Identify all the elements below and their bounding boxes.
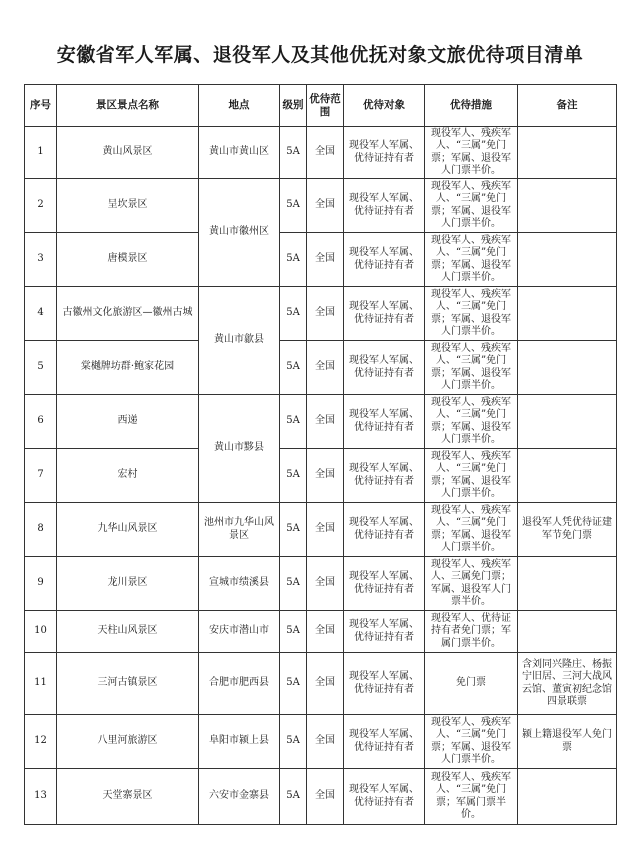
cell-name: 八里河旅游区 [57,715,199,769]
cell-location: 六安市金寨县 [199,769,280,825]
benefits-table [24,84,617,825]
cell-location: 合肥市肥西县 [199,653,280,715]
cell-target: 现役军人军属、优待证持有者 [344,769,425,825]
cell-measure: 现役军人、残疾军人、“三属”免门票；军属、退役军人门票半价。 [425,179,518,233]
cell-location: 黄山市歙县 [199,287,280,395]
cell-measure: 现役军人、残疾军人、三属免门票；军属、退役军人门票半价。 [425,557,518,611]
cell-remark [518,611,617,653]
header-scope: 优待范围 [307,85,344,127]
cell-scope: 全国 [307,127,344,179]
cell-target: 现役军人军属、优待证持有者 [344,233,425,287]
table-row [25,557,617,611]
header-remark: 备注 [518,85,617,127]
cell-no: 13 [25,769,57,825]
cell-target: 现役军人军属、优待证持有者 [344,127,425,179]
cell-remark: 退役军人凭优待证建军节免门票 [518,503,617,557]
cell-location: 宣城市绩溪县 [199,557,280,611]
cell-scope: 全国 [307,449,344,503]
table-row [25,503,617,557]
cell-level: 5A [280,395,307,449]
cell-remark [518,449,617,503]
cell-level: 5A [280,341,307,395]
cell-scope: 全国 [307,769,344,825]
cell-remark [518,287,617,341]
cell-scope: 全国 [307,503,344,557]
header-name: 景区景点名称 [57,85,199,127]
cell-measure: 现役军人、残疾军人、“三属”免门票；军属门票半价。 [425,769,518,825]
cell-level: 5A [280,769,307,825]
cell-name: 西递 [57,395,199,449]
cell-level: 5A [280,715,307,769]
cell-no: 8 [25,503,57,557]
cell-target: 现役军人军属、优待证持有者 [344,179,425,233]
cell-scope: 全国 [307,557,344,611]
cell-no: 3 [25,233,57,287]
cell-scope: 全国 [307,287,344,341]
cell-remark [518,179,617,233]
cell-location: 黄山市黄山区 [199,127,280,179]
cell-name: 九华山风景区 [57,503,199,557]
cell-no: 5 [25,341,57,395]
cell-target: 现役军人军属、优待证持有者 [344,503,425,557]
cell-measure: 现役军人、残疾军人、“三属”免门票；军属、退役军人门票半价。 [425,449,518,503]
table-row [25,611,617,653]
cell-name: 天柱山风景区 [57,611,199,653]
cell-name: 三河古镇景区 [57,653,199,715]
table-row [25,395,617,449]
cell-no: 6 [25,395,57,449]
cell-no: 1 [25,127,57,179]
cell-remark [518,127,617,179]
cell-location: 黄山市黟县 [199,395,280,503]
cell-measure: 现役军人、优待证持有者免门票；军属门票半价。 [425,611,518,653]
cell-name: 龙川景区 [57,557,199,611]
cell-level: 5A [280,233,307,287]
cell-no: 2 [25,179,57,233]
cell-scope: 全国 [307,611,344,653]
table-row [25,287,617,341]
cell-target: 现役军人军属、优待证持有者 [344,287,425,341]
cell-no: 11 [25,653,57,715]
cell-measure: 免门票 [425,653,518,715]
cell-target: 现役军人军属、优待证持有者 [344,449,425,503]
header-level: 级别 [280,85,307,127]
cell-no: 9 [25,557,57,611]
header-location: 地点 [199,85,280,127]
table-row [25,715,617,769]
cell-target: 现役军人军属、优待证持有者 [344,395,425,449]
cell-scope: 全国 [307,715,344,769]
cell-level: 5A [280,611,307,653]
cell-remark [518,395,617,449]
table-row [25,449,617,503]
cell-name: 宏村 [57,449,199,503]
header-measure: 优待措施 [425,85,518,127]
table-row [25,341,617,395]
cell-name: 天堂寨景区 [57,769,199,825]
cell-remark [518,233,617,287]
cell-target: 现役军人军属、优待证持有者 [344,715,425,769]
cell-measure: 现役军人、残疾军人、“三属”免门票；军属、退役军人门票半价。 [425,395,518,449]
cell-target: 现役军人军属、优待证持有者 [344,611,425,653]
table-row [25,127,617,179]
cell-target: 现役军人军属、优待证持有者 [344,341,425,395]
cell-location: 黄山市徽州区 [199,179,280,287]
cell-location: 阜阳市颍上县 [199,715,280,769]
cell-level: 5A [280,127,307,179]
cell-scope: 全国 [307,179,344,233]
cell-remark [518,769,617,825]
cell-remark: 含刘同兴隆庄、杨振宁旧居、三河大战风云馆、董寅初纪念馆四景联票 [518,653,617,715]
cell-name: 棠樾牌坊群·鲍家花园 [57,341,199,395]
cell-level: 5A [280,449,307,503]
cell-level: 5A [280,179,307,233]
header-row [25,85,617,127]
cell-no: 12 [25,715,57,769]
cell-target: 现役军人军属、优待证持有者 [344,557,425,611]
cell-remark: 颍上籍退役军人免门票 [518,715,617,769]
cell-no: 4 [25,287,57,341]
table-row [25,653,617,715]
table-row [25,179,617,233]
cell-location: 池州市九华山风景区 [199,503,280,557]
cell-measure: 现役军人、残疾军人、“三属”免门票；军属、退役军人门票半价。 [425,341,518,395]
cell-name: 古徽州文化旅游区—徽州古城 [57,287,199,341]
cell-no: 7 [25,449,57,503]
cell-level: 5A [280,503,307,557]
cell-level: 5A [280,287,307,341]
cell-level: 5A [280,653,307,715]
cell-measure: 现役军人、残疾军人、“三属”免门票；军属、退役军人门票半价。 [425,503,518,557]
cell-remark [518,341,617,395]
cell-target: 现役军人军属、优待证持有者 [344,653,425,715]
cell-name: 唐模景区 [57,233,199,287]
table-row [25,233,617,287]
table-row [25,769,617,825]
cell-remark [518,557,617,611]
cell-measure: 现役军人、残疾军人、“三属”免门票；军属、退役军人门票半价。 [425,715,518,769]
cell-scope: 全国 [307,395,344,449]
cell-level: 5A [280,557,307,611]
cell-location: 安庆市潜山市 [199,611,280,653]
cell-no: 10 [25,611,57,653]
cell-scope: 全国 [307,341,344,395]
cell-name: 呈坎景区 [57,179,199,233]
page-title: 安徽省军人军属、退役军人及其他优抚对象文旅优待项目清单 [56,44,584,66]
header-no: 序号 [25,85,57,127]
cell-name: 黄山风景区 [57,127,199,179]
cell-scope: 全国 [307,653,344,715]
cell-measure: 现役军人、残疾军人、“三属”免门票；军属、退役军人门票半价。 [425,127,518,179]
cell-scope: 全国 [307,233,344,287]
cell-measure: 现役军人、残疾军人、“三属”免门票；军属、退役军人门票半价。 [425,233,518,287]
cell-measure: 现役军人、残疾军人、“三属”免门票；军属、退役军人门票半价。 [425,287,518,341]
header-target: 优待对象 [344,85,425,127]
